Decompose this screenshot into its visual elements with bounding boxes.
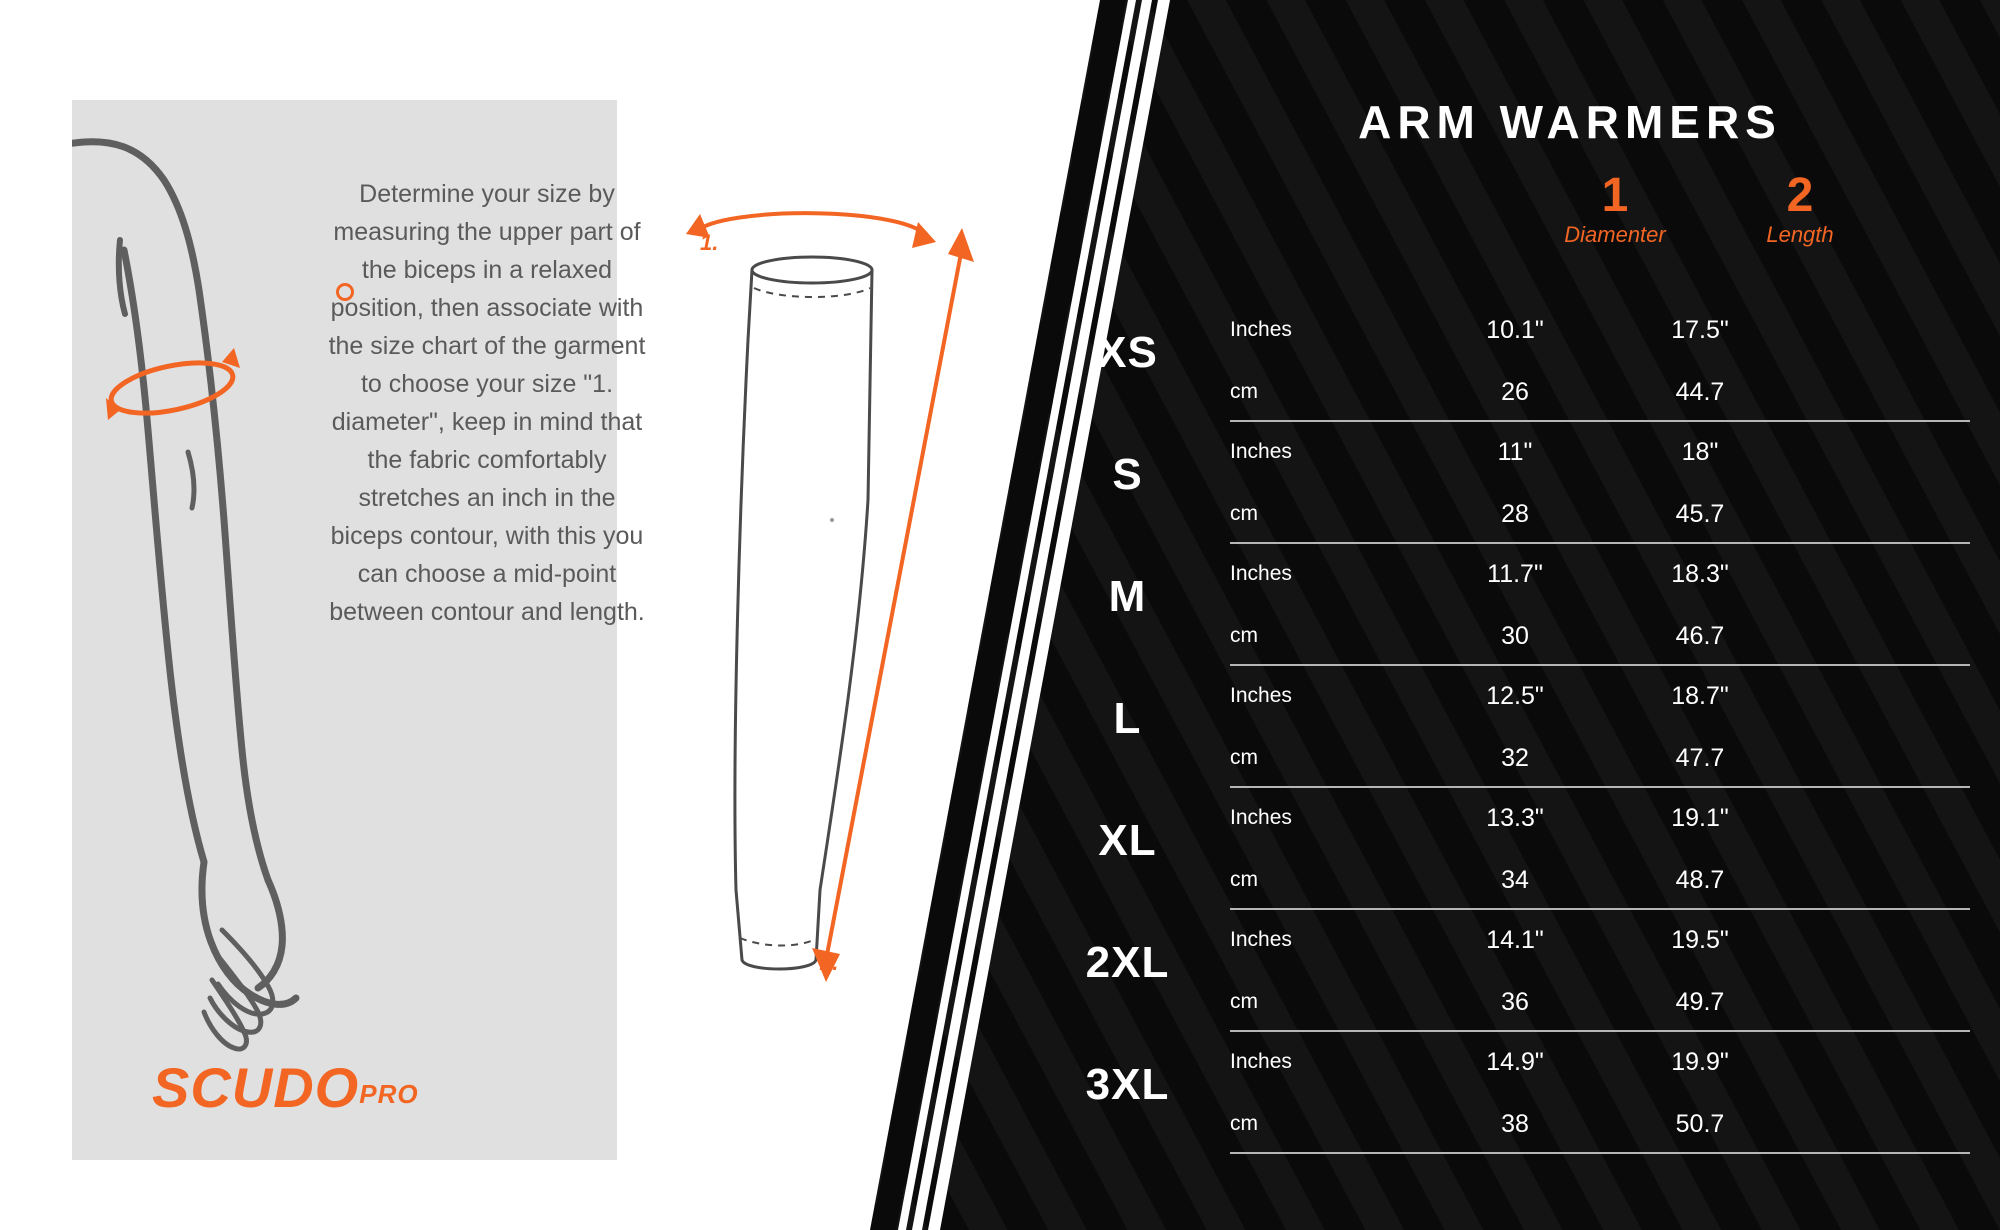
cell-diameter-cm: 38 — [1501, 1110, 1529, 1138]
cell-diameter-inches: 14.1" — [1486, 926, 1544, 954]
unit-label-cm: cm — [1230, 624, 1258, 647]
size-label: L — [1113, 694, 1142, 743]
cell-length-inches: 18" — [1681, 438, 1719, 466]
cell-diameter-inches: 12.5" — [1486, 682, 1544, 710]
column-number-2: 2 — [1786, 169, 1814, 222]
page-title: ARM WARMERS — [1358, 96, 1782, 148]
unit-label-inches: Inches — [1230, 806, 1292, 829]
cell-length-cm: 45.7 — [1675, 500, 1725, 528]
cell-length-inches: 19.1" — [1671, 804, 1729, 832]
size-label: S — [1112, 450, 1143, 499]
cell-length-inches: 17.5" — [1671, 316, 1729, 344]
cell-length-cm: 47.7 — [1675, 744, 1725, 772]
callout-label-1: 1. — [700, 230, 719, 255]
cell-diameter-inches: 13.3" — [1486, 804, 1544, 832]
unit-label-cm: cm — [1230, 746, 1258, 769]
unit-label-inches: Inches — [1230, 1050, 1292, 1073]
cell-diameter-inches: 14.9" — [1486, 1048, 1544, 1076]
unit-label-inches: Inches — [1230, 928, 1292, 951]
unit-label-cm: cm — [1230, 990, 1258, 1013]
cell-length-cm: 46.7 — [1675, 622, 1725, 650]
unit-label-inches: Inches — [1230, 318, 1292, 341]
cell-length-inches: 18.7" — [1671, 682, 1729, 710]
cell-diameter-cm: 30 — [1501, 622, 1529, 650]
table-row — [1097, 300, 1970, 422]
cell-length-inches: 19.9" — [1671, 1048, 1729, 1076]
cell-diameter-cm: 32 — [1501, 744, 1529, 772]
column-header-length — [1700, 170, 1900, 248]
cell-diameter-inches: 10.1" — [1486, 316, 1544, 344]
unit-label-inches: Inches — [1230, 684, 1292, 707]
cell-diameter-inches: 11" — [1497, 438, 1533, 466]
cell-length-inches: 18.3" — [1671, 560, 1729, 588]
instruction-text: Determine your size by measuring the upper part of the biceps in a relaxed position, then associate with the size chart of the garment to choose your size "1. diameter", keep in mind that the fabric comfortably stretches an inch in the biceps contour, with this you can choose a mid-point between contour and length. — [328, 180, 646, 626]
size-chart-panel — [870, 0, 2000, 1230]
unit-label-inches: Inches — [1230, 440, 1292, 463]
cell-length-inches: 19.5" — [1671, 926, 1729, 954]
column-name-1: Diamenter — [1564, 222, 1666, 247]
table-row — [1085, 1032, 1970, 1154]
cell-length-cm: 50.7 — [1675, 1110, 1725, 1138]
size-table — [1050, 300, 2000, 1154]
cell-diameter-inches: 11.7" — [1487, 560, 1543, 588]
unit-label-cm: cm — [1230, 502, 1258, 525]
unit-label-inches: Inches — [1230, 562, 1292, 585]
callout-label-2: 2. — [820, 950, 839, 975]
size-label: 2XL — [1085, 938, 1170, 987]
brand-suffix: PRO — [359, 1079, 419, 1109]
table-row — [1112, 422, 1970, 544]
column-number-1: 1 — [1601, 169, 1629, 222]
size-label: M — [1108, 572, 1147, 621]
cell-diameter-cm: 26 — [1501, 378, 1529, 406]
column-header-diameter — [1515, 170, 1715, 248]
size-label: XL — [1098, 816, 1157, 865]
table-row — [1113, 666, 1970, 788]
cell-length-cm: 44.7 — [1675, 378, 1725, 406]
table-row — [1108, 544, 1970, 666]
brand-logo — [152, 1055, 419, 1120]
cell-length-cm: 48.7 — [1675, 866, 1725, 894]
unit-label-cm: cm — [1230, 868, 1258, 891]
table-row — [1085, 910, 1970, 1032]
measurement-instruction-panel — [72, 100, 646, 1160]
column-name-2: Length — [1766, 222, 1834, 247]
unit-label-cm: cm — [1230, 380, 1258, 403]
cell-length-cm: 49.7 — [1675, 988, 1725, 1016]
cell-diameter-cm: 28 — [1501, 500, 1529, 528]
table-row — [1098, 788, 1970, 910]
size-label: XS — [1097, 328, 1158, 377]
size-label: 3XL — [1085, 1060, 1170, 1109]
brand-name: SCUDO — [152, 1056, 360, 1119]
cell-diameter-cm: 36 — [1501, 988, 1529, 1016]
unit-label-cm: cm — [1230, 1112, 1258, 1135]
cell-diameter-cm: 34 — [1501, 866, 1529, 894]
